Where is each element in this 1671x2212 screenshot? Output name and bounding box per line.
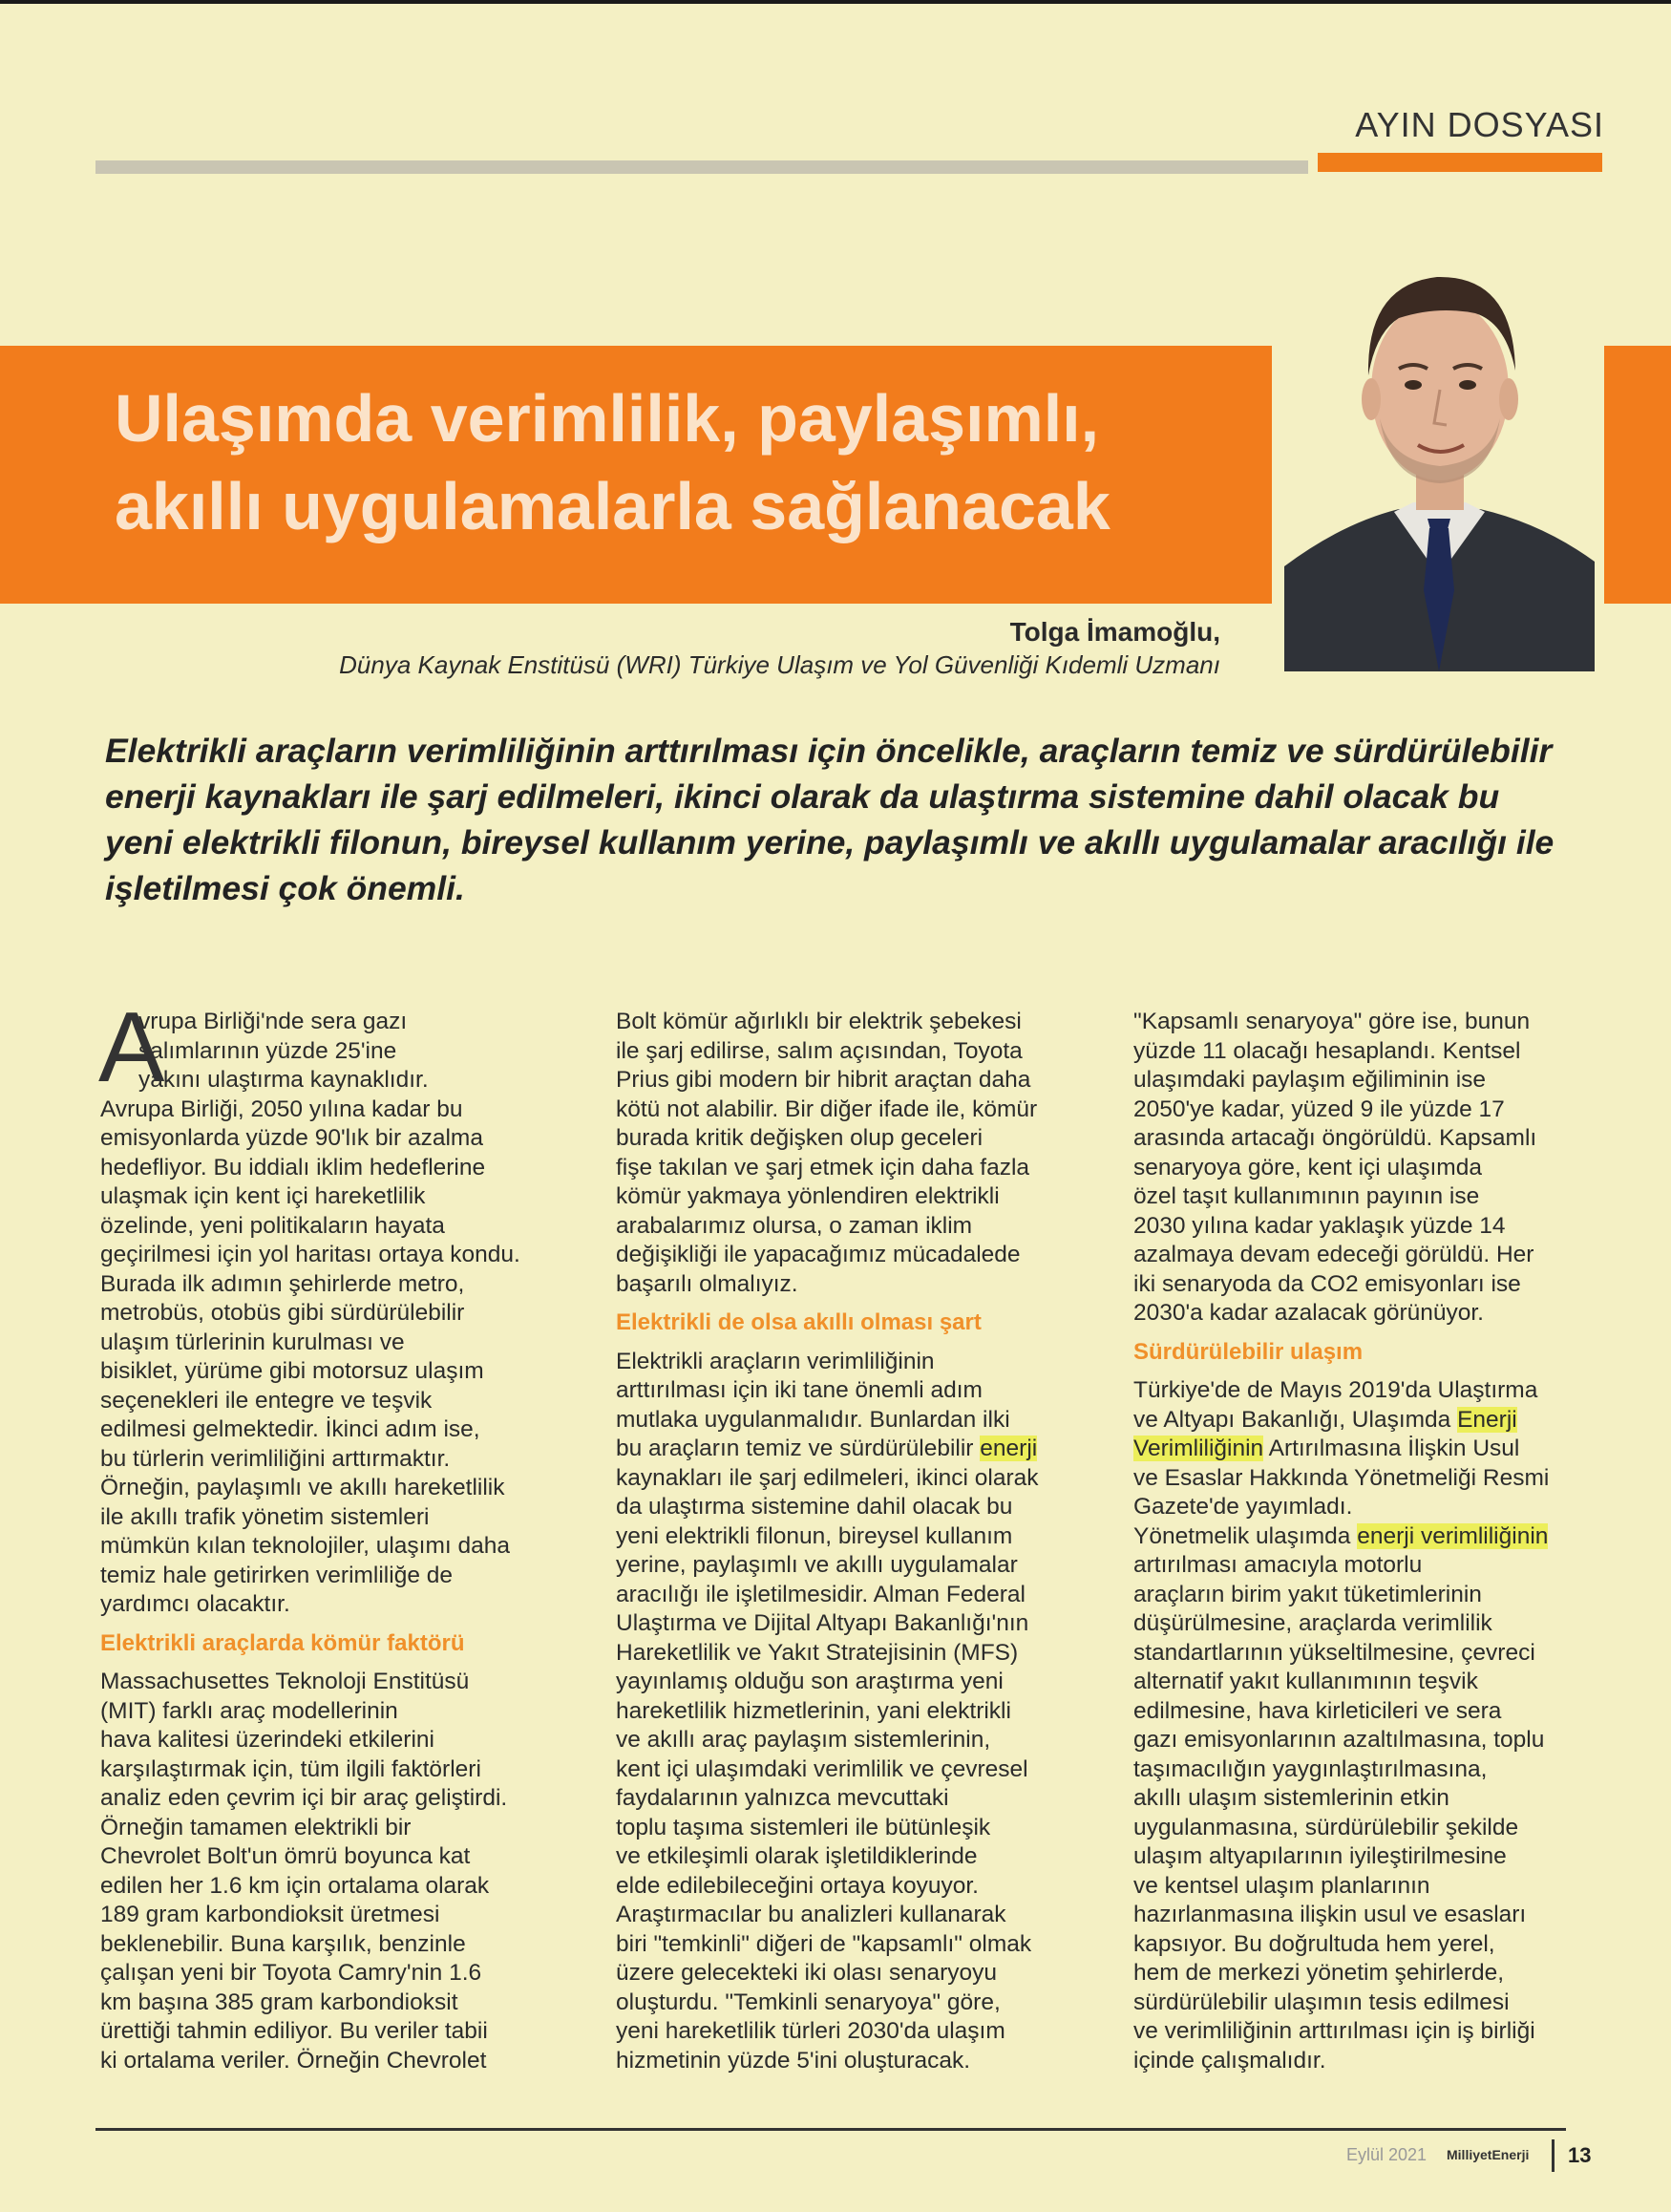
highlighted-text: Verimliliğinin: [1133, 1436, 1264, 1461]
body-line: ulaşım altyapılarının iyileştirilmesine: [1133, 1843, 1507, 1869]
paragraph-2a: [616, 1348, 1093, 1436]
author-block: [191, 616, 1220, 681]
body-line: uygulanmasına, sürdürülebilir şekilde: [1133, 1814, 1519, 1840]
body-line: alternatif yakıt kullanımının teşvik: [1133, 1669, 1478, 1694]
body-line: üzere gelecekteki iki olası senaryoyu: [616, 1960, 998, 1986]
body-line: kötü not alabilir. Bir diğer ifade ile, kömür: [616, 1095, 1038, 1122]
body-line: düşürülmesine, araçlarda verimlilik: [1133, 1610, 1492, 1636]
body-line: 2050'ye kadar, yüzed 9 ile yüzde 17: [1133, 1095, 1505, 1122]
drop-cap: A: [98, 992, 165, 1103]
body-line: Ulaştırma ve Dijital Altyapı Bakanlığı'nın: [616, 1610, 1029, 1636]
body-line: standartlarının yükseltilmesine, çevreci: [1133, 1639, 1535, 1666]
body-line: fişe takılan ve şarj etmek için daha fazla: [616, 1154, 1030, 1180]
top-rule: [0, 0, 1671, 4]
body-line: yeni elektrikli filonun, bireysel kullanım: [616, 1522, 1013, 1549]
body-line: [1133, 1522, 1611, 1552]
body-line: senaryoya göre, kent içi ulaşımda: [1133, 1154, 1482, 1180]
body-line: iki senaryoda da CO2 emisyonları ise: [1133, 1270, 1521, 1297]
issue-date: Eylül 2021: [1346, 2145, 1428, 2164]
body-line: analiz eden çevrim içi bir araç geliştirdi.: [100, 1785, 508, 1811]
body-line: gazı emisyonlarının azaltılmasına, toplu: [1133, 1727, 1545, 1753]
body-line: elde edilebileceğini ortaya koyuyor.: [616, 1872, 979, 1899]
paragraph-2b: [616, 1464, 1093, 2076]
body-line: Massachusettes Teknoloji Enstitüsü: [100, 1669, 470, 1694]
body-line: [1133, 1435, 1611, 1464]
body-line: seçenekleri ile entegre ve teşvik: [100, 1387, 433, 1414]
body-line: yardımcı olacaktır.: [100, 1591, 290, 1617]
body-line: Hareketlilik ve Yakıt Stratejisinin (MFS): [616, 1639, 1019, 1666]
body-line: Prius gibi modern bir hibrit araçtan daha: [616, 1067, 1031, 1093]
body-line: da ulaştırma sistemine dahil olacak bu: [616, 1494, 1013, 1520]
highlighted-text: enerji verimliliğinin: [1357, 1522, 1549, 1549]
body-line: 2030'a kadar azalacak görünüyor.: [1133, 1300, 1484, 1326]
body-line: Avrupa Birliği, 2050 yılına kadar bu: [100, 1095, 463, 1122]
body-line: (MIT) farklı araç modellerinin: [100, 1697, 398, 1724]
body-line: beklenebilir. Buna karşılık, benzinle: [100, 1930, 466, 1957]
page-number: 13: [1568, 2143, 1592, 2167]
paragraph-2: [100, 1668, 578, 2075]
paragraph-1: [1133, 1008, 1611, 1329]
body-line: mutlaka uygulanmalıdır. Bunlardan ilki: [616, 1406, 1010, 1433]
body-line: Gazete'de yayımladı.: [1133, 1494, 1353, 1520]
body-text: Artırılmasına İlişkin Usul: [1263, 1436, 1520, 1461]
title-band-edge: [1604, 346, 1671, 604]
body-line: 2030 yılına kadar yaklaşık yüzde 14: [1133, 1212, 1506, 1239]
highlighted-text: enerji: [980, 1436, 1038, 1461]
body-line: salımlarının yüzde 25'ine: [138, 1037, 397, 1064]
paragraph-1: [100, 1095, 578, 1620]
body-line: edilen her 1.6 km için ortalama olarak: [100, 1872, 490, 1899]
body-line: [1133, 1406, 1611, 1436]
body-line: çalışan yeni bir Toyota Camry'nin 1.6: [100, 1960, 482, 1986]
lead-line: Elektrikli araçların verimliliğinin arttırılması için öncelikle, araçların temiz ve sürdürülebilir: [105, 732, 1553, 770]
body-line: Burada ilk adımın şehirlerde metro,: [100, 1270, 465, 1297]
body-line: ulaşım türlerinin kurulması ve: [100, 1329, 405, 1355]
body-line: arasında artacağı öngörüldü. Kapsamlı: [1133, 1125, 1537, 1151]
body-line: hem de merkezi yönetim şehirlerde,: [1133, 1960, 1505, 1986]
body-line: ile şarj edilirse, salım açısından, Toyota: [616, 1037, 1023, 1064]
body-line: akıllı ulaşım sistemlerinin etkin: [1133, 1785, 1449, 1811]
body-line: mümkün kılan teknolojiler, ulaşımı daha: [100, 1533, 510, 1559]
body-line: içinde çalışmalıdır.: [1133, 2047, 1326, 2074]
body-line: km başına 385 gram karbondioksit: [100, 1989, 458, 2015]
body-line: ve kentsel ulaşım planlarının: [1133, 1872, 1430, 1899]
footer-rule: [95, 2128, 1566, 2131]
body-line: yayınlamış olduğu son araştırma yeni: [616, 1669, 1004, 1694]
header-orange-bar: [1318, 153, 1602, 172]
body-line: ulaşımdaki paylaşım eğiliminin ise: [1133, 1067, 1487, 1093]
headline: [115, 374, 1260, 550]
body-line: değişikliği ile yapacağımız mücadalede: [616, 1242, 1021, 1267]
body-line: hedefliyor. Bu iddialı iklim hedeflerine: [100, 1154, 486, 1180]
body-line: Araştırmacılar bu analizleri kullanarak: [616, 1902, 1006, 1927]
body-line: ulaşmak için kent içi hareketlilik: [100, 1183, 426, 1209]
body-line: edilmesine, hava kirleticileri ve sera: [1133, 1697, 1502, 1724]
body-line: Elektrikli araçların verimliliğinin: [616, 1348, 935, 1374]
body-line: edilmesi gelmektedir. İkinci adım ise,: [100, 1416, 480, 1442]
body-line: yakını ulaştırma kaynaklıdır.: [138, 1067, 429, 1093]
body-line: yerine, paylaşımlı ve akıllı uygulamalar: [616, 1552, 1018, 1578]
body-line: ve etkileşimli olarak işletildiklerinde: [616, 1843, 978, 1869]
body-line: karşılaştırmak için, tüm ilgili faktörleri: [100, 1755, 481, 1782]
body-line: oluşturdu. "Temkinli senaryoya" göre,: [616, 1989, 1001, 2015]
footer-separator: [1552, 2139, 1555, 2172]
lead-paragraph: [105, 728, 1595, 911]
body-line: ürettiği tahmin ediliyor. Bu veriler tabii: [100, 2018, 488, 2044]
magazine-brand: MilliyetEnerji: [1447, 2147, 1530, 2162]
body-line: özelinde, yeni politikaların hayata: [100, 1212, 445, 1239]
body-line: kömür yakmaya yönlendiren elektrikli: [616, 1183, 1000, 1209]
body-line: kent içi ulaşımdaki verimlilik ve çevresel: [616, 1755, 1028, 1782]
body-line: Örneğin tamamen elektrikli bir: [100, 1814, 412, 1840]
body-line: ki ortalama veriler. Örneğin Chevrolet: [100, 2047, 487, 2074]
body-line: taşımacılığın yaygınlaştırılmasına,: [1133, 1755, 1488, 1782]
body-line: araçların birim yakıt tüketimlerinin: [1133, 1581, 1482, 1607]
body-line: kapsıyor. Bu doğrultuda hem yerel,: [1133, 1930, 1495, 1957]
body-line: ve akıllı araç paylaşım sistemlerinin,: [616, 1727, 991, 1753]
body-line: hizmetinin yüzde 5'ini oluşturacak.: [616, 2047, 971, 2074]
column-3: [1133, 1008, 1611, 2075]
body-line: temiz hale getirirken verimliliğe de: [100, 1562, 454, 1588]
body-line: hava kalitesi üzerindeki etkilerini: [100, 1727, 434, 1753]
highlighted-text: Enerji: [1457, 1406, 1517, 1433]
author-portrait: [1284, 246, 1595, 671]
body-line: azalmaya devam edeceği görüldü. Her: [1133, 1242, 1534, 1267]
body-text: ve Altyapı Bakanlığı, Ulaşımda: [1133, 1406, 1458, 1433]
body-line: ve Esaslar Hakkında Yönetmeliği Resmi: [1133, 1464, 1550, 1491]
body-text: Yönetmelik ulaşımda: [1133, 1522, 1358, 1549]
body-line: [616, 1435, 1093, 1464]
lead-line: yeni elektrikli filonun, bireysel kullanım yerine, paylaşımlı ve akıllı uygulamalar aracılığı ile: [105, 823, 1555, 861]
body-line: geçirilmesi için yol haritası ortaya kondu.: [100, 1242, 520, 1267]
author-name: Tolga İmamoğlu,: [1009, 617, 1220, 647]
body-line: özel taşıt kullanımının payının ise: [1133, 1183, 1480, 1209]
body-text: bu araçların temiz ve sürdürülebilir: [616, 1436, 981, 1461]
body-line: kaynakları ile şarj edilmeleri, ikinci olarak: [616, 1464, 1039, 1491]
lead-line: enerji kaynakları ile şarj edilmeleri, ikinci olarak da ulaştırma sistemine dahil olacak bu: [105, 777, 1500, 816]
body-line: sürdürülebilir ulaşımın tesis edilmesi: [1133, 1989, 1510, 2015]
section-label: AYIN DOSYASI: [1355, 105, 1604, 144]
body-line: 189 gram karbondioksit üretmesi: [100, 1902, 440, 1927]
intro-block: [98, 992, 578, 1103]
body-line: Bolt kömür ağırlıklı bir elektrik şebekesi: [616, 1009, 1022, 1034]
body-line: biri "temkinli" diğeri de "kapsamlı" olmak: [616, 1930, 1032, 1957]
body-line: başarılı olmalıyız.: [616, 1270, 798, 1297]
body-line: yeni hareketlilik türleri 2030'da ulaşım: [616, 2018, 1005, 2044]
body-line: ve verimliliğinin arttırılması için iş birliği: [1133, 2018, 1535, 2044]
column-2: [616, 1008, 1093, 2075]
body-line: hazırlanmasına ilişkin usul ve esasları: [1133, 1902, 1527, 1927]
body-line: arttırılması için iki tane önemli adım: [616, 1377, 983, 1403]
header-grey-bar: [95, 160, 1308, 174]
paragraph-1: [616, 1008, 1093, 1299]
column-1: [98, 992, 578, 2075]
body-line: Chevrolet Bolt'un ömrü boyunca kat: [100, 1843, 471, 1869]
body-line: faydalarının yalnızca mevcuttaki: [616, 1785, 949, 1811]
footer: [1318, 2139, 1604, 2178]
lead-line: işletilmesi çok önemli.: [105, 869, 465, 907]
body-line: vrupa Birliği'nde sera gazı: [138, 1009, 408, 1034]
body-line: Türkiye'de de Mayıs 2019'da Ulaştırma: [1133, 1377, 1538, 1403]
body-line: burada kritik değişken olup geceleri: [616, 1125, 984, 1151]
body-line: artırılması amacıyla motorlu: [1133, 1552, 1423, 1578]
body-line: bu türlerin verimliliğini arttırmaktır.: [100, 1445, 451, 1472]
paragraph-2-rest: [1133, 1551, 1611, 2075]
body-line: Örneğin, paylaşımlı ve akıllı hareketlilik: [100, 1475, 505, 1500]
subheading: Sürdürülebilir ulaşım: [1133, 1338, 1364, 1365]
body-line: metrobüs, otobüs gibi sürdürülebilir: [100, 1300, 465, 1326]
body-line: ile akıllı trafik yönetim sistemleri: [100, 1503, 430, 1530]
body-line: toplu taşıma sistemleri ile bütünleşik: [616, 1814, 991, 1840]
body-line: arabalarımız olursa, o zaman iklim: [616, 1212, 973, 1239]
body-line: "Kapsamlı senaryoya" göre ise, bunun: [1133, 1009, 1531, 1034]
author-title: Dünya Kaynak Enstitüsü (WRI) Türkiye Ulaşım ve Yol Güvenliği Kıdemli Uzmanı: [339, 650, 1220, 679]
body-line: bisiklet, yürüme gibi motorsuz ulaşım: [100, 1358, 484, 1384]
body-line: hareketlilik hizmetlerinin, yani elektrikli: [616, 1697, 1011, 1724]
body-line: emisyonlarda yüzde 90'lık bir azalma: [100, 1125, 483, 1151]
portrait-illustration: [1284, 246, 1595, 671]
body-line: yüzde 11 olacağı hesaplandı. Kentsel: [1133, 1037, 1521, 1064]
headline-line-2: akıllı uygulamalarla sağlanacak: [115, 469, 1110, 543]
body-line: aracılığı ile işletilmesidir. Alman Federal: [616, 1581, 1026, 1607]
subheading: Elektrikli de olsa akıllı olması şart: [616, 1309, 982, 1335]
subheading: Elektrikli araçlarda kömür faktörü: [100, 1629, 465, 1656]
headline-line-1: Ulaşımda verimlilik, paylaşımlı,: [115, 381, 1100, 456]
